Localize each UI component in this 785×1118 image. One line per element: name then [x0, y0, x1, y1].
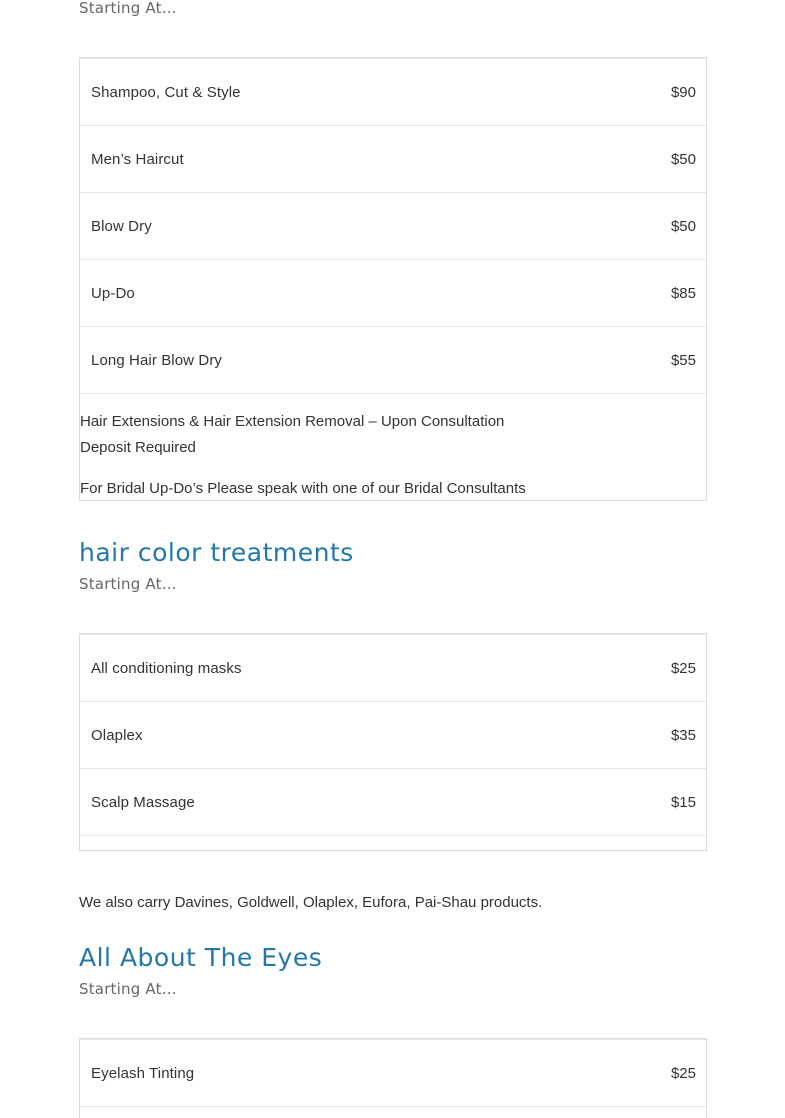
starting-at-label: Starting At…	[79, 0, 177, 17]
service-price: $15	[670, 793, 696, 811]
service-name: Long Hair Blow Dry	[91, 351, 223, 369]
table-row	[80, 327, 706, 394]
deposit-note: Deposit Required	[80, 439, 196, 456]
service-name: Olaplex	[91, 726, 143, 744]
service-price: $85	[670, 284, 696, 302]
table-row	[80, 702, 706, 769]
table-row	[80, 260, 706, 327]
table-row	[80, 126, 706, 193]
service-price: $90	[670, 83, 696, 101]
service-name: Eyelash Tinting	[91, 1064, 195, 1082]
haircut-price-table	[79, 57, 707, 501]
service-price: $25	[670, 659, 696, 677]
extensions-note: Hair Extensions & Hair Extension Removal – Upon Consultation	[80, 413, 505, 430]
service-name: All conditioning masks	[91, 659, 242, 677]
service-name: Up-Do	[91, 284, 135, 302]
service-price: $55	[670, 351, 696, 369]
brands-text: We also carry Davines, Goldwell, Olaplex, Eufora, Pai-Shau products.	[79, 894, 543, 911]
table-row	[80, 635, 706, 702]
table-row	[80, 769, 706, 836]
section-title-hair-color: hair color treatments	[79, 538, 354, 567]
service-price: $35	[670, 726, 696, 744]
bridal-note: For Bridal Up-Do’s Please speak with one of our Bridal Consultants	[80, 480, 526, 497]
service-price: $50	[670, 217, 696, 235]
table-row	[80, 59, 706, 126]
table-row	[80, 193, 706, 260]
service-price: $50	[670, 150, 696, 168]
service-name: Blow Dry	[91, 217, 152, 235]
service-name: Scalp Massage	[91, 793, 195, 811]
hair-color-price-table	[79, 633, 707, 851]
starting-at-label: Starting At…	[79, 575, 177, 593]
service-name: Shampoo, Cut & Style	[91, 83, 241, 101]
service-name: Men’s Haircut	[91, 150, 184, 168]
section-title-eyes: All About The Eyes	[79, 943, 323, 972]
service-price: $25	[670, 1064, 696, 1082]
eyes-price-table	[79, 1038, 707, 1118]
table-row	[80, 1040, 706, 1107]
service-notes	[80, 394, 706, 502]
starting-at-label: Starting At…	[79, 980, 177, 998]
